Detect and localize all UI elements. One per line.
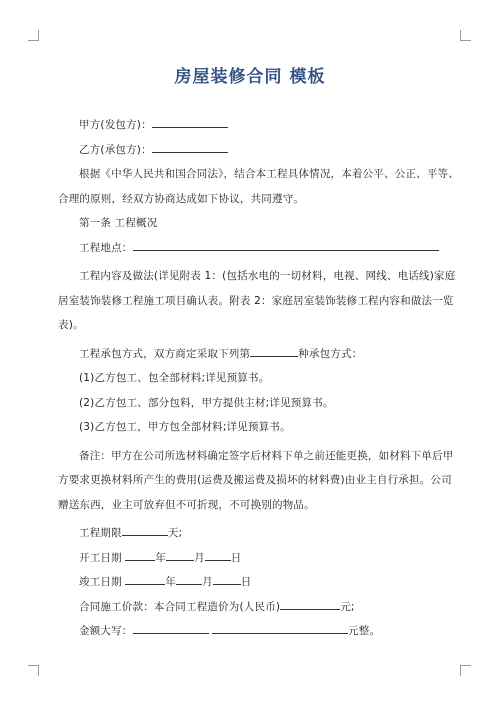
- site-line: [58, 236, 443, 261]
- party-a-label: 甲方(发包方)：: [79, 119, 152, 131]
- contract-body: [58, 113, 459, 644]
- contract-mode-blank: [250, 345, 298, 357]
- end-day-blank: [213, 573, 241, 585]
- preamble-line-1: 根据《中华人民共和国合同法》，结合本工程具体情况，本着公平、公正、平等、: [79, 168, 459, 180]
- end-month-unit: 月: [202, 576, 213, 588]
- party-b-line: [58, 138, 443, 163]
- amount-label: 金额大写：: [79, 625, 133, 637]
- amount-blank-2: [212, 622, 348, 634]
- site-label: 工程地点：: [79, 241, 133, 254]
- start-day-unit: 日: [230, 551, 242, 564]
- price-label: 合同施工价款：本合同工程造价为(人民币): [79, 600, 281, 613]
- scope-line-3: 表)。: [58, 319, 84, 331]
- site-blank: [133, 239, 439, 251]
- option-1: (1)乙方包工、包全部材料;详见预算书。: [79, 372, 270, 384]
- party-a-line: [58, 113, 443, 138]
- party-a-blank: [152, 116, 228, 128]
- document-title: 房屋装修合同 模板: [174, 67, 326, 87]
- price-blank: [280, 598, 340, 610]
- note-line-2: 方要求更换材料所产生的费用(运费及搬运费及损坏的材料费)由业主自行承担。公司: [58, 474, 452, 486]
- amount-line: [58, 619, 443, 644]
- start-date-line: [58, 546, 443, 571]
- crop-mark-bottom-right: [460, 665, 471, 676]
- article-1-heading: 第一条 工程概况: [79, 217, 158, 229]
- end-month-blank: [176, 573, 202, 585]
- scope-line-1: 工程内容及做法(详见附表 1：(包括水电的一切材料，电视、网线、电话线)家庭: [79, 270, 456, 282]
- price-line: [58, 595, 443, 620]
- crop-mark-top-left: [28, 30, 39, 41]
- price-unit: 元;: [340, 600, 355, 613]
- party-b-label: 乙方(承包方)：: [79, 143, 152, 156]
- option-2: (2)乙方包工、部分包料，甲方提供主材;详见预算书。: [79, 396, 334, 409]
- note-line-3: 赠送东西，业主可放弃但不可折现，不可换别的物品。: [58, 498, 315, 511]
- contract-mode-line: [58, 342, 443, 367]
- end-date-line: [58, 570, 443, 595]
- preamble-line-2: 合理的原则，经双方协商达成如下协议，共同遵守。: [58, 192, 305, 205]
- contract-mode-before: 工程承包方式，双方商定采取下列第: [79, 347, 251, 360]
- start-year-unit: 年: [155, 551, 167, 564]
- scope-line-2: 居室装饰装修工程施工项目确认表。附表 2：家庭居室装饰装修工程内容和做法一览: [58, 294, 454, 307]
- duration-line: [58, 521, 443, 546]
- end-year-blank: [125, 573, 165, 585]
- duration-blank: [122, 524, 168, 536]
- duration-label: 工程期限: [79, 527, 122, 539]
- start-date-label: 开工日期: [79, 551, 122, 564]
- start-day-blank: [205, 549, 231, 561]
- start-month-blank: [166, 549, 194, 561]
- start-month-unit: 月: [194, 551, 205, 564]
- crop-mark-top-right: [460, 30, 471, 41]
- duration-unit: 天;: [167, 527, 183, 539]
- amount-unit: 元整。: [348, 625, 381, 637]
- crop-mark-bottom-left: [28, 665, 39, 676]
- end-year-unit: 年: [165, 576, 177, 588]
- note-line-1: 备注：甲方在公司所选材料确定签字后材料下单之前还能更换，如材料下单后甲: [79, 449, 454, 462]
- start-year-blank: [125, 549, 155, 561]
- amount-blank-1: [133, 622, 209, 634]
- party-b-blank: [152, 141, 228, 153]
- contract-mode-after: 种承包方式：: [298, 347, 363, 360]
- end-day-unit: 日: [240, 576, 252, 588]
- option-3: (3)乙方包工，甲方包全部材料;详见预算书。: [79, 421, 291, 433]
- end-date-label: 竣工日期: [79, 576, 122, 588]
